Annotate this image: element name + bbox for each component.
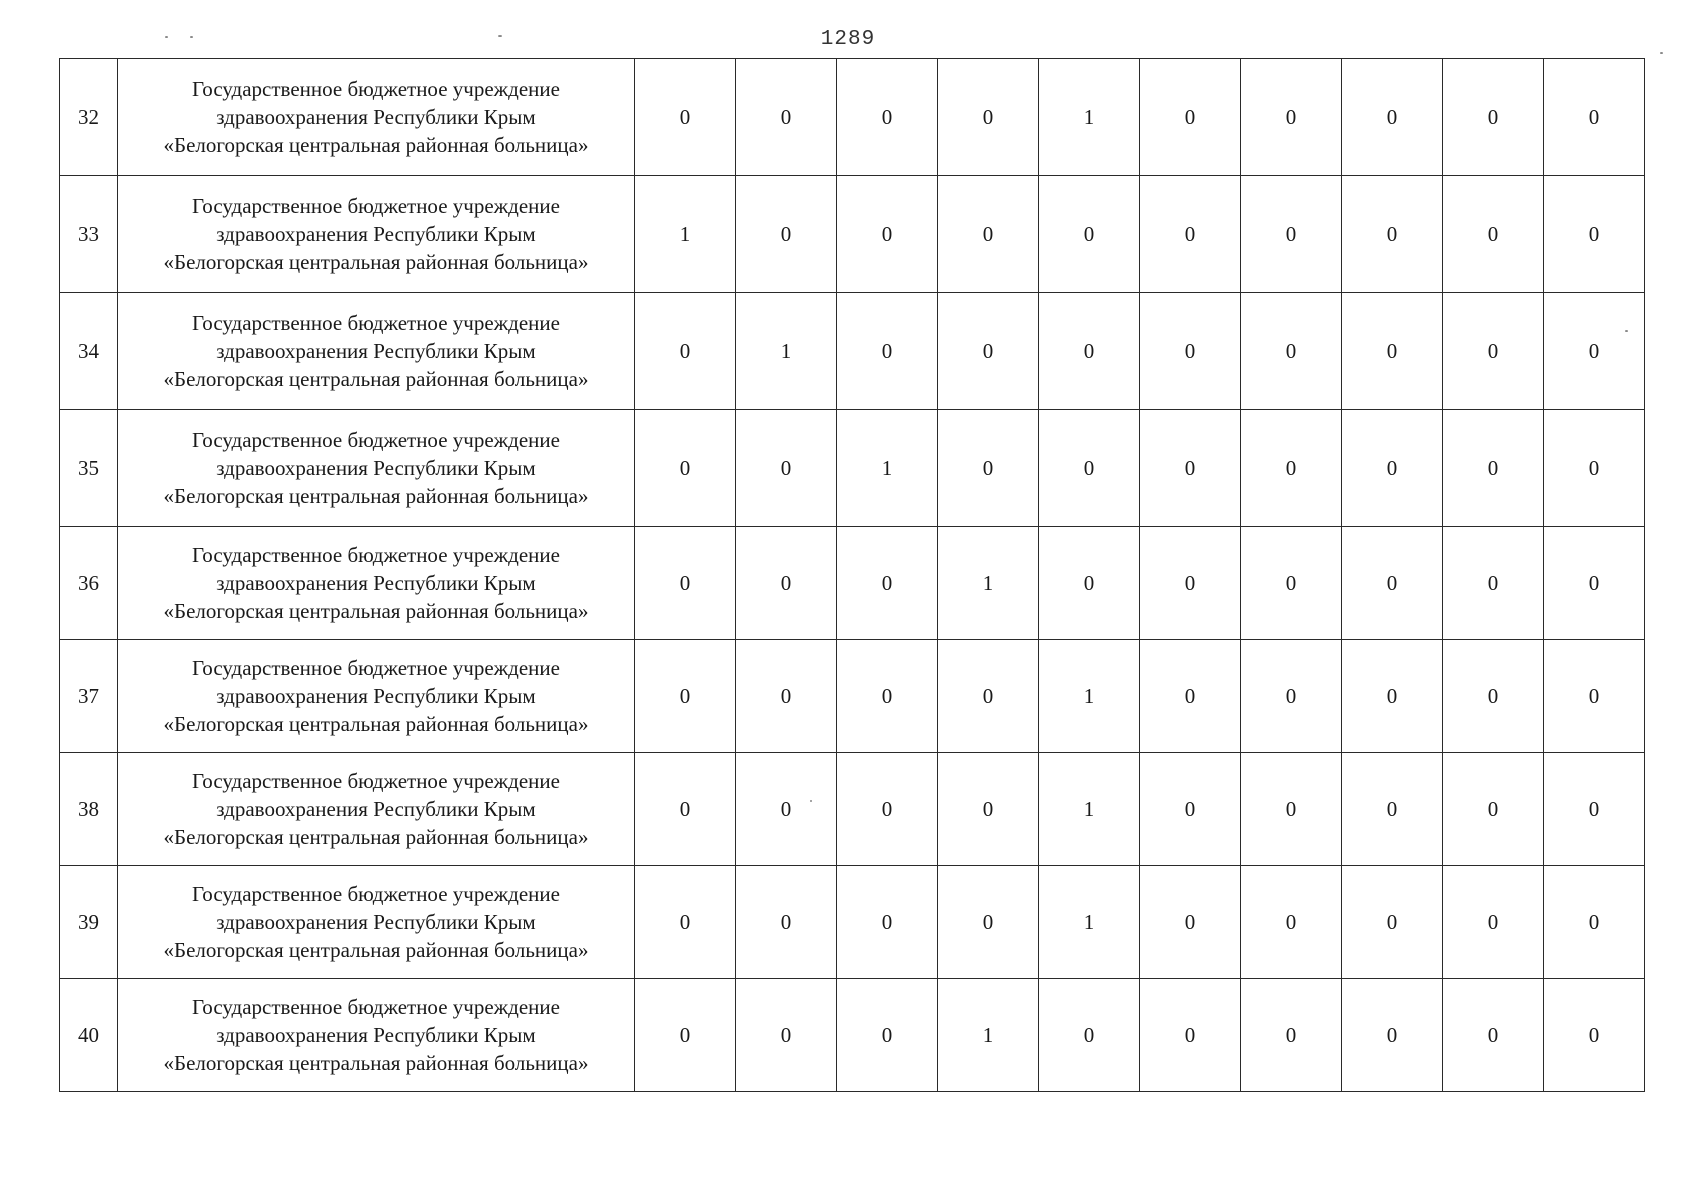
value-cell: 0	[736, 979, 837, 1092]
value-cell: 1	[1039, 640, 1140, 753]
row-number: 33	[60, 176, 118, 293]
scan-speck	[498, 35, 502, 37]
value-cell: 0	[1039, 979, 1140, 1092]
value-cell: 0	[1443, 59, 1544, 176]
scan-speck	[165, 36, 168, 38]
institution-name-line: «Белогорская центральная районная больница»	[163, 712, 589, 736]
registry-table	[59, 58, 1645, 1092]
table-row	[60, 176, 1645, 293]
value-cell: 0	[1241, 293, 1342, 410]
value-cell: 0	[1039, 527, 1140, 640]
value-cell: 0	[1544, 866, 1645, 979]
row-number: 35	[60, 410, 118, 527]
value-cell: 1	[1039, 753, 1140, 866]
value-cell: 0	[1443, 293, 1544, 410]
value-cell: 0	[1342, 979, 1443, 1092]
value-cell: 0	[1342, 59, 1443, 176]
scan-speck	[1660, 52, 1663, 54]
value-cell: 0	[635, 640, 736, 753]
value-cell: 0	[1241, 753, 1342, 866]
row-number: 40	[60, 979, 118, 1092]
institution-name-line: здравоохранения Республики Крым	[216, 1023, 536, 1047]
institution-name-line: здравоохранения Республики Крым	[216, 910, 536, 934]
institution-name-line: «Белогорская центральная районная больница»	[163, 484, 589, 508]
value-cell: 0	[1039, 410, 1140, 527]
value-cell: 0	[1140, 753, 1241, 866]
value-cell: 0	[938, 176, 1039, 293]
value-cell: 0	[938, 640, 1039, 753]
value-cell: 0	[837, 176, 938, 293]
value-cell: 0	[1241, 979, 1342, 1092]
table-row	[60, 293, 1645, 410]
value-cell: 0	[1241, 640, 1342, 753]
value-cell: 0	[1544, 293, 1645, 410]
row-number: 39	[60, 866, 118, 979]
institution-name-line: здравоохранения Республики Крым	[216, 684, 536, 708]
value-cell: 0	[1342, 640, 1443, 753]
value-cell: 0	[1443, 176, 1544, 293]
institution-name	[118, 640, 635, 753]
value-cell: 0	[938, 866, 1039, 979]
value-cell: 1	[635, 176, 736, 293]
value-cell: 0	[1241, 410, 1342, 527]
institution-name-line: «Белогорская центральная районная больница»	[163, 1051, 589, 1075]
row-number: 37	[60, 640, 118, 753]
value-cell: 0	[1241, 527, 1342, 640]
value-cell: 0	[837, 527, 938, 640]
table-row	[60, 753, 1645, 866]
value-cell: 0	[1544, 527, 1645, 640]
value-cell: 0	[635, 293, 736, 410]
institution-name	[118, 753, 635, 866]
value-cell: 0	[736, 59, 837, 176]
value-cell: 0	[736, 753, 837, 866]
value-cell: 0	[837, 293, 938, 410]
institution-name-line: «Белогорская центральная районная больница»	[163, 250, 589, 274]
value-cell: 0	[1544, 176, 1645, 293]
scan-speck	[190, 36, 193, 38]
institution-name	[118, 527, 635, 640]
value-cell: 0	[1443, 527, 1544, 640]
value-cell: 0	[837, 753, 938, 866]
value-cell: 0	[1443, 866, 1544, 979]
value-cell: 1	[736, 293, 837, 410]
value-cell: 0	[1443, 979, 1544, 1092]
value-cell: 0	[736, 866, 837, 979]
institution-name-line: «Белогорская центральная районная больница»	[163, 367, 589, 391]
value-cell: 0	[635, 979, 736, 1092]
value-cell: 0	[1443, 410, 1544, 527]
value-cell: 0	[1039, 293, 1140, 410]
institution-name-line: здравоохранения Республики Крым	[216, 222, 536, 246]
value-cell: 0	[1241, 59, 1342, 176]
value-cell: 0	[635, 527, 736, 640]
institution-name	[118, 59, 635, 176]
institution-name-line: здравоохранения Республики Крым	[216, 339, 536, 363]
institution-name-line: Государственное бюджетное учреждение	[192, 543, 560, 567]
value-cell: 0	[1544, 410, 1645, 527]
row-number: 36	[60, 527, 118, 640]
value-cell: 0	[837, 866, 938, 979]
institution-name-line: здравоохранения Республики Крым	[216, 456, 536, 480]
value-cell: 0	[1342, 410, 1443, 527]
registry-table-body	[60, 59, 1645, 1092]
institution-name-line: «Белогорская центральная районная больница»	[163, 133, 589, 157]
institution-name-line: «Белогорская центральная районная больница»	[163, 599, 589, 623]
value-cell: 0	[1342, 753, 1443, 866]
institution-name	[118, 866, 635, 979]
institution-name-line: Государственное бюджетное учреждение	[192, 769, 560, 793]
value-cell: 0	[1544, 979, 1645, 1092]
value-cell: 0	[635, 753, 736, 866]
value-cell: 0	[1544, 640, 1645, 753]
value-cell: 1	[938, 979, 1039, 1092]
value-cell: 0	[837, 979, 938, 1092]
value-cell: 0	[938, 753, 1039, 866]
value-cell: 0	[635, 866, 736, 979]
value-cell: 0	[1140, 979, 1241, 1092]
table-row	[60, 59, 1645, 176]
table-row	[60, 866, 1645, 979]
institution-name-line: Государственное бюджетное учреждение	[192, 77, 560, 101]
value-cell: 0	[1443, 640, 1544, 753]
value-cell: 0	[1443, 753, 1544, 866]
table-row	[60, 527, 1645, 640]
institution-name-line: Государственное бюджетное учреждение	[192, 194, 560, 218]
value-cell: 1	[938, 527, 1039, 640]
value-cell: 1	[1039, 866, 1140, 979]
value-cell: 0	[1140, 527, 1241, 640]
row-number: 32	[60, 59, 118, 176]
value-cell: 0	[736, 527, 837, 640]
value-cell: 0	[736, 176, 837, 293]
value-cell: 1	[1039, 59, 1140, 176]
value-cell: 0	[938, 59, 1039, 176]
institution-name-line: здравоохранения Республики Крым	[216, 105, 536, 129]
institution-name-line: здравоохранения Республики Крым	[216, 571, 536, 595]
institution-name	[118, 293, 635, 410]
value-cell: 0	[1039, 176, 1140, 293]
value-cell: 0	[736, 640, 837, 753]
value-cell: 0	[635, 410, 736, 527]
value-cell: 0	[938, 293, 1039, 410]
value-cell: 0	[1140, 59, 1241, 176]
row-number: 34	[60, 293, 118, 410]
row-number: 38	[60, 753, 118, 866]
value-cell: 0	[736, 410, 837, 527]
value-cell: 0	[1140, 176, 1241, 293]
institution-name-line: Государственное бюджетное учреждение	[192, 428, 560, 452]
value-cell: 0	[1342, 293, 1443, 410]
value-cell: 0	[938, 410, 1039, 527]
institution-name-line: здравоохранения Республики Крым	[216, 797, 536, 821]
value-cell: 0	[1342, 527, 1443, 640]
institution-name	[118, 979, 635, 1092]
value-cell: 0	[1342, 866, 1443, 979]
page-number: 1289	[820, 28, 876, 51]
value-cell: 0	[1544, 59, 1645, 176]
value-cell: 0	[1140, 410, 1241, 527]
value-cell: 0	[837, 640, 938, 753]
institution-name-line: «Белогорская центральная районная больница»	[163, 938, 589, 962]
value-cell: 0	[1241, 866, 1342, 979]
institution-name	[118, 410, 635, 527]
institution-name-line: «Белогорская центральная районная больница»	[163, 825, 589, 849]
value-cell: 0	[635, 59, 736, 176]
institution-name-line: Государственное бюджетное учреждение	[192, 995, 560, 1019]
table-row	[60, 640, 1645, 753]
institution-name	[118, 176, 635, 293]
value-cell: 0	[1140, 293, 1241, 410]
institution-name-line: Государственное бюджетное учреждение	[192, 656, 560, 680]
value-cell: 0	[1544, 753, 1645, 866]
institution-name-line: Государственное бюджетное учреждение	[192, 311, 560, 335]
value-cell: 1	[837, 410, 938, 527]
value-cell: 0	[1140, 640, 1241, 753]
institution-name-line: Государственное бюджетное учреждение	[192, 882, 560, 906]
value-cell: 0	[1140, 866, 1241, 979]
value-cell: 0	[1342, 176, 1443, 293]
value-cell: 0	[837, 59, 938, 176]
table-row	[60, 979, 1645, 1092]
table-row	[60, 410, 1645, 527]
value-cell: 0	[1241, 176, 1342, 293]
